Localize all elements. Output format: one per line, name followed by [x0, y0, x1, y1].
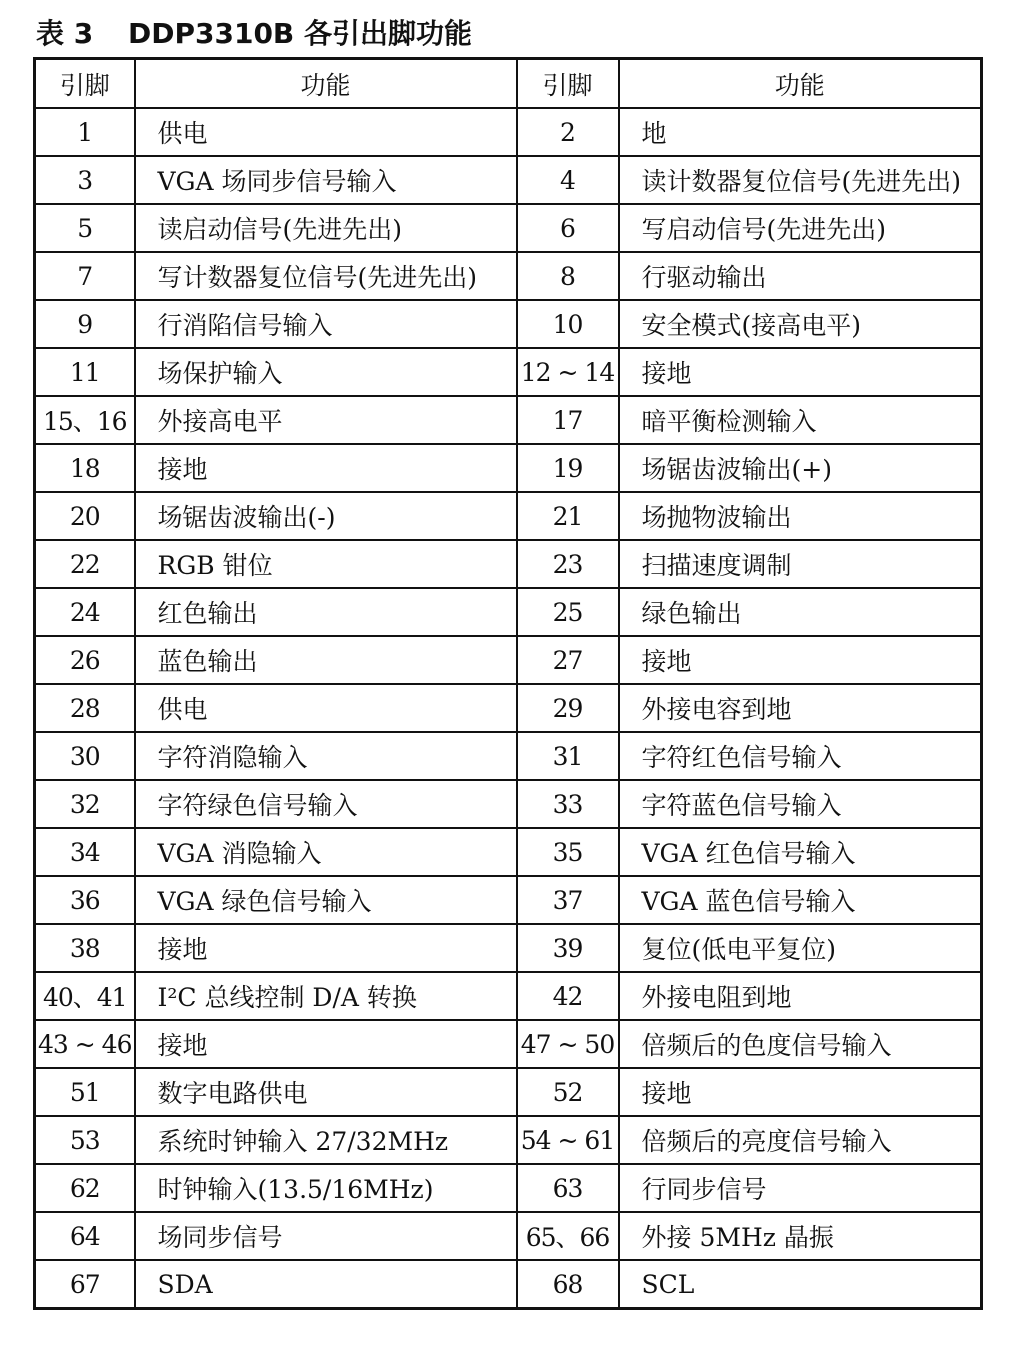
pin-number-cell: 6: [517, 204, 619, 252]
pin-number-cell: 5: [35, 204, 135, 252]
pin-number-cell: 20: [35, 492, 135, 540]
table-row: [35, 828, 982, 876]
pin-function-cell: 外接高电平: [135, 396, 517, 444]
pin-number-cell: 29: [517, 684, 619, 732]
table-caption: [36, 14, 472, 54]
header-function: 功能: [135, 59, 517, 109]
table-row: [35, 1020, 982, 1068]
table-row: [35, 684, 982, 732]
table-row: [35, 1116, 982, 1164]
pin-number-cell: 28: [35, 684, 135, 732]
pin-function-cell: 字符绿色信号输入: [135, 780, 517, 828]
header-pin: 引脚: [35, 59, 135, 109]
pin-number-cell: 51: [35, 1068, 135, 1116]
pin-function-cell: 蓝色输出: [135, 636, 517, 684]
header-function: 功能: [619, 59, 982, 109]
pin-number-cell: 35: [517, 828, 619, 876]
pin-function-cell: VGA 场同步信号输入: [135, 156, 517, 204]
table-title: DDP3310B 各引出脚功能: [128, 17, 473, 50]
pin-number-cell: 4: [517, 156, 619, 204]
pin-number-cell: 7: [35, 252, 135, 300]
pin-function-cell: 接地: [135, 1020, 517, 1068]
pin-number-cell: 10: [517, 300, 619, 348]
pin-number-cell: 38: [35, 924, 135, 972]
pin-function-cell: SCL: [619, 1260, 982, 1309]
pin-function-cell: 场同步信号: [135, 1212, 517, 1260]
pin-function-cell: 接地: [135, 444, 517, 492]
pin-function-cell: 场锯齿波输出(+): [619, 444, 982, 492]
pin-function-cell: 接地: [619, 348, 982, 396]
pin-number-cell: 53: [35, 1116, 135, 1164]
pin-number-cell: 43 ~ 46: [35, 1020, 135, 1068]
pin-function-cell: 写启动信号(先进先出): [619, 204, 982, 252]
pin-number-cell: 18: [35, 444, 135, 492]
pin-number-cell: 12 ~ 14: [517, 348, 619, 396]
pin-number-cell: 67: [35, 1260, 135, 1309]
pin-function-cell: 供电: [135, 108, 517, 156]
pin-function-cell: 外接电阻到地: [619, 972, 982, 1020]
table-row: [35, 252, 982, 300]
pin-number-cell: 33: [517, 780, 619, 828]
pin-function-cell: SDA: [135, 1260, 517, 1309]
pin-function-cell: VGA 消隐输入: [135, 828, 517, 876]
pin-number-cell: 27: [517, 636, 619, 684]
pin-number-cell: 15、16: [35, 396, 135, 444]
table-row: [35, 396, 982, 444]
pin-number-cell: 25: [517, 588, 619, 636]
pin-number-cell: 2: [517, 108, 619, 156]
pin-function-cell: 复位(低电平复位): [619, 924, 982, 972]
pin-function-cell: 供电: [135, 684, 517, 732]
pin-number-cell: 31: [517, 732, 619, 780]
table-row: [35, 156, 982, 204]
pin-function-cell: 扫描速度调制: [619, 540, 982, 588]
table-row: [35, 204, 982, 252]
pin-function-cell: 外接 5MHz 晶振: [619, 1212, 982, 1260]
pin-number-cell: 22: [35, 540, 135, 588]
table-row: [35, 1164, 982, 1212]
table-row: [35, 588, 982, 636]
pin-function-cell: 外接电容到地: [619, 684, 982, 732]
pin-function-cell: 红色输出: [135, 588, 517, 636]
table-row: [35, 300, 982, 348]
pin-function-cell: 接地: [135, 924, 517, 972]
pin-function-table: [33, 57, 983, 1310]
pin-number-cell: 30: [35, 732, 135, 780]
pin-number-cell: 26: [35, 636, 135, 684]
pin-function-cell: 安全模式(接高电平): [619, 300, 982, 348]
table-number: 表 3: [36, 17, 94, 50]
pin-number-cell: 40、41: [35, 972, 135, 1020]
pin-number-cell: 24: [35, 588, 135, 636]
pin-function-cell: I²C 总线控制 D/A 转换: [135, 972, 517, 1020]
table-body: [35, 108, 982, 1309]
pin-number-cell: 39: [517, 924, 619, 972]
pin-number-cell: 52: [517, 1068, 619, 1116]
pin-function-cell: 行消陷信号输入: [135, 300, 517, 348]
pin-function-cell: 读计数器复位信号(先进先出): [619, 156, 982, 204]
pin-function-cell: 字符蓝色信号输入: [619, 780, 982, 828]
pin-function-cell: 行同步信号: [619, 1164, 982, 1212]
table-row: [35, 1212, 982, 1260]
pin-number-cell: 42: [517, 972, 619, 1020]
pin-function-cell: 系统时钟输入 27/32MHz: [135, 1116, 517, 1164]
pin-function-cell: 接地: [619, 636, 982, 684]
pin-function-cell: 倍频后的色度信号输入: [619, 1020, 982, 1068]
pin-number-cell: 9: [35, 300, 135, 348]
pin-number-cell: 19: [517, 444, 619, 492]
pin-number-cell: 62: [35, 1164, 135, 1212]
table-row: [35, 972, 982, 1020]
table-row: [35, 1260, 982, 1309]
table-row: [35, 108, 982, 156]
table-row: [35, 492, 982, 540]
table-row: [35, 348, 982, 396]
pin-number-cell: 1: [35, 108, 135, 156]
pin-function-cell: VGA 红色信号输入: [619, 828, 982, 876]
pin-function-cell: 地: [619, 108, 982, 156]
pin-function-cell: VGA 绿色信号输入: [135, 876, 517, 924]
pin-number-cell: 17: [517, 396, 619, 444]
pin-function-cell: 字符消隐输入: [135, 732, 517, 780]
table-row: [35, 636, 982, 684]
pin-function-cell: 读启动信号(先进先出): [135, 204, 517, 252]
pin-function-cell: 写计数器复位信号(先进先出): [135, 252, 517, 300]
header-pin: 引脚: [517, 59, 619, 109]
pin-function-cell: 绿色输出: [619, 588, 982, 636]
pin-number-cell: 3: [35, 156, 135, 204]
pin-function-cell: 时钟输入(13.5/16MHz): [135, 1164, 517, 1212]
pin-number-cell: 32: [35, 780, 135, 828]
pin-number-cell: 64: [35, 1212, 135, 1260]
pin-function-cell: 接地: [619, 1068, 982, 1116]
pin-number-cell: 68: [517, 1260, 619, 1309]
pin-number-cell: 21: [517, 492, 619, 540]
pin-function-cell: 数字电路供电: [135, 1068, 517, 1116]
table-row: [35, 732, 982, 780]
pin-function-cell: RGB 钳位: [135, 540, 517, 588]
pin-function-cell: 暗平衡检测输入: [619, 396, 982, 444]
table-row: [35, 876, 982, 924]
pin-function-cell: VGA 蓝色信号输入: [619, 876, 982, 924]
table-row: [35, 780, 982, 828]
pin-function-cell: 场锯齿波输出(-): [135, 492, 517, 540]
pin-number-cell: 54 ~ 61: [517, 1116, 619, 1164]
table-row: [35, 924, 982, 972]
pin-function-cell: 倍频后的亮度信号输入: [619, 1116, 982, 1164]
pin-function-cell: 字符红色信号输入: [619, 732, 982, 780]
pin-number-cell: 11: [35, 348, 135, 396]
pin-number-cell: 23: [517, 540, 619, 588]
pin-number-cell: 65、66: [517, 1212, 619, 1260]
pin-function-cell: 场保护输入: [135, 348, 517, 396]
pin-number-cell: 8: [517, 252, 619, 300]
pin-function-cell: 行驱动输出: [619, 252, 982, 300]
pin-number-cell: 34: [35, 828, 135, 876]
header-row: [35, 59, 982, 109]
table-row: [35, 1068, 982, 1116]
pin-number-cell: 63: [517, 1164, 619, 1212]
pin-function-cell: 场抛物波输出: [619, 492, 982, 540]
pin-number-cell: 36: [35, 876, 135, 924]
table-row: [35, 444, 982, 492]
pin-number-cell: 37: [517, 876, 619, 924]
table-row: [35, 540, 982, 588]
pin-number-cell: 47 ~ 50: [517, 1020, 619, 1068]
